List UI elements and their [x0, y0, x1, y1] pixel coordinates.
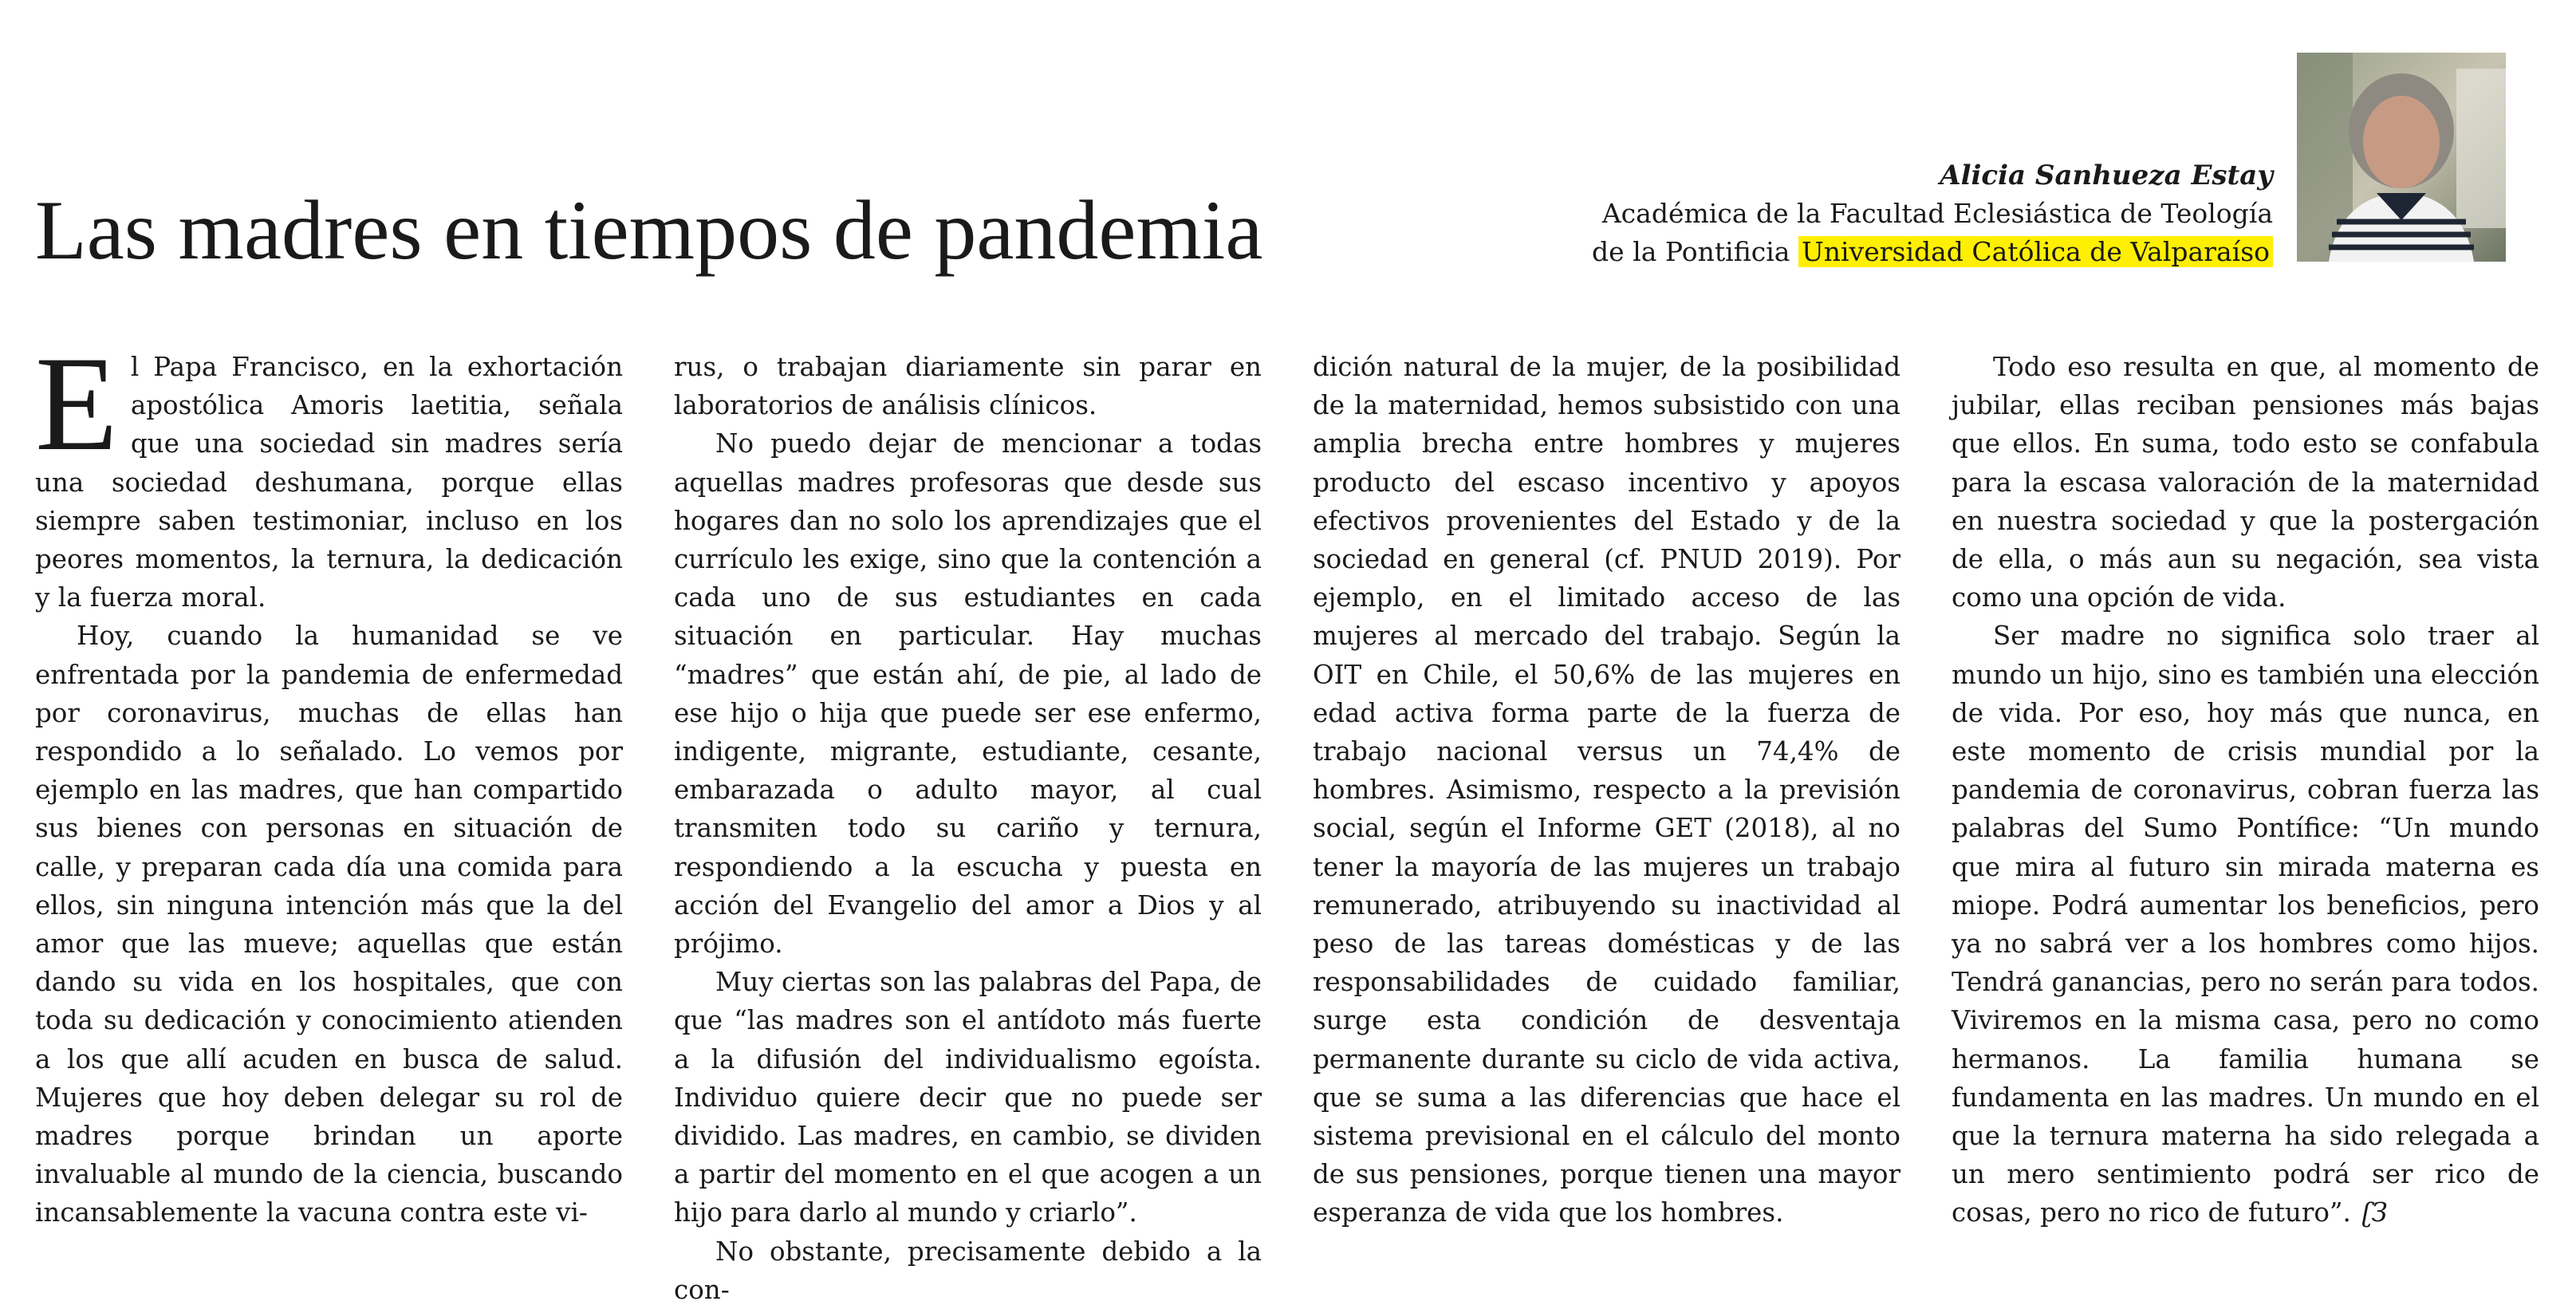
column-1 [35, 329, 623, 1228]
paragraph: rus, o trabajan diariamente sin parar en laboratorios de análisis clínicos. [674, 352, 1262, 421]
drop-cap: E [35, 329, 118, 479]
author-affiliation-line1: Académica de la Facultad Eclesiástica de Teología [1601, 198, 2273, 229]
end-mark-icon: ʗЗ [2361, 1197, 2386, 1228]
paragraph [35, 329, 623, 617]
paragraph: Muy ciertas son las palabras del Papa, de que “las madres son el antídoto más fuerte a la difusión del individualismo egoísta. Individuo quiere decir que no puede ser dividido. Las madres, en cambio, se dividen a partir del momento en el que acogen a un hijo para darlo al mundo y criarlo”. [674, 967, 1262, 1228]
article-body [35, 329, 2539, 1305]
author-name: Alicia Sanhueza Estay [1940, 160, 2273, 191]
author-affiliation-line2 [1475, 233, 2273, 271]
paragraph-text: l Papa Francisco, en la exhortación apostólica Amoris laetitia, señala que una sociedad sin madres sería una sociedad deshumana, porque ellas siempre saben testimoniar, incluso en los peores momentos, la ternura, la dedicación y la fuerza moral. [35, 352, 623, 613]
paragraph: No obstante, precisamente debido a la con- [674, 1236, 1262, 1305]
paragraph: Todo eso resulta en que, al momento de jubilar, ellas reciban pensiones más bajas que ellos. En suma, todo esto se confabula para la escasa valoración de la maternidad en nuestra sociedad y que la postergación de ella, o más aun su negación, sea vista como una opción de vida. [1952, 352, 2539, 613]
paragraph-text: Ser madre no significa solo traer al mundo un hijo, sino es también una elección de vida. Por eso, hoy más que nunca, en este momento de crisis mundial por la pandemia de coronavirus, cobran fuerza las palabras del Sumo Pontífice: “Un mundo que mira al futuro sin mirada materna es miope. Podrá aumentar los beneficios, pero ya no sabrá ver a los hombres como hijos. Tendrá ganancias, pero no serán para todos. Viviremos en la misma casa, pero no como hermanos. La familia humana se fundamenta en las madres. Un mundo en el que la ternura materna ha sido relegada a un mero sentimiento podrá ser rico de cosas, pero no rico de futuro”. [1952, 621, 2539, 1228]
byline [1475, 156, 2273, 271]
article-headline: Las madres en tiempos de pandemia [35, 183, 1263, 277]
affiliation-prefix: de la Pontificia [1592, 236, 1798, 267]
paragraph [1952, 617, 2539, 1232]
paragraph: Hoy, cuando la humanidad se ve enfrentada por la pandemia de enfermedad por coronavirus, muchas de ellas han respondido a lo señalado. Lo vemos por ejemplo en las madres, que han compartido sus bienes con personas en situación de calle, y preparan cada día una comida para ellos, sin ninguna intención más que la del amor que las mueve; aquellas que están dando su vida en los hospitales, que con toda su dedicación y conocimiento atienden a los que allí acuden en busca de salud. Mujeres que hoy deben delegar su rol de madres porque brindan un aporte invaluable al mundo de la ciencia, buscando incansablemente la vacuna contra este vi- [35, 621, 623, 1228]
paragraph: No puedo dejar de mencionar a todas aquellas madres profesoras que desde sus hogares dan no solo los aprendizajes que el currículo les exige, sino que la contención a cada uno de sus estudiantes en cada situación en particular. Hay muchas “madres” que están ahí, de pie, al lado de ese hijo o hija que puede ser ese enfermo, indigente, migrante, estudiante, cesante, embarazada o adulto mayor, al cual transmiten todo su cariño y ternura, respondiendo a la escucha y puesta en acción del Evangelio del amor a Dios y al prójimo. [674, 428, 1262, 960]
paragraph: dición natural de la mujer, de la posibilidad de la maternidad, hemos subsistido con una amplia brecha entre hombres y mujeres producto del escaso incentivo y apoyos efectivos provenientes del Estado y de la sociedad en general (cf. PNUD 2019). Por ejemplo, en el limitado acceso de las mujeres al mercado del trabajo. Según la OIT en Chile, el 50,6% de las mujeres en edad activa forma parte de la fuerza de trabajo nacional versus un 74,4% de hombres. Asimismo, respecto a la previsión social, según el Informe GET (2018), al no tener la mayoría de las mujeres un trabajo remunerado, atribuyendo su inactividad al peso de las tareas domésticas y de las responsabilidades de cuidado familiar, surge esta condición de desventaja permanente durante su ciclo de vida activa, que se suma a las diferencias que hace el sistema previsional en el cálculo del monto de sus pensiones, porque tienen una mayor esperanza de vida que los hombres. [1313, 352, 1900, 1228]
author-portrait-icon [2297, 53, 2506, 262]
author-photo [2297, 53, 2506, 262]
column-4 [1952, 348, 2539, 1228]
column-2 [674, 348, 1262, 1305]
column-3 [1313, 348, 1900, 1228]
university-highlight: Universidad Católica de Valparaíso [1798, 236, 2273, 267]
